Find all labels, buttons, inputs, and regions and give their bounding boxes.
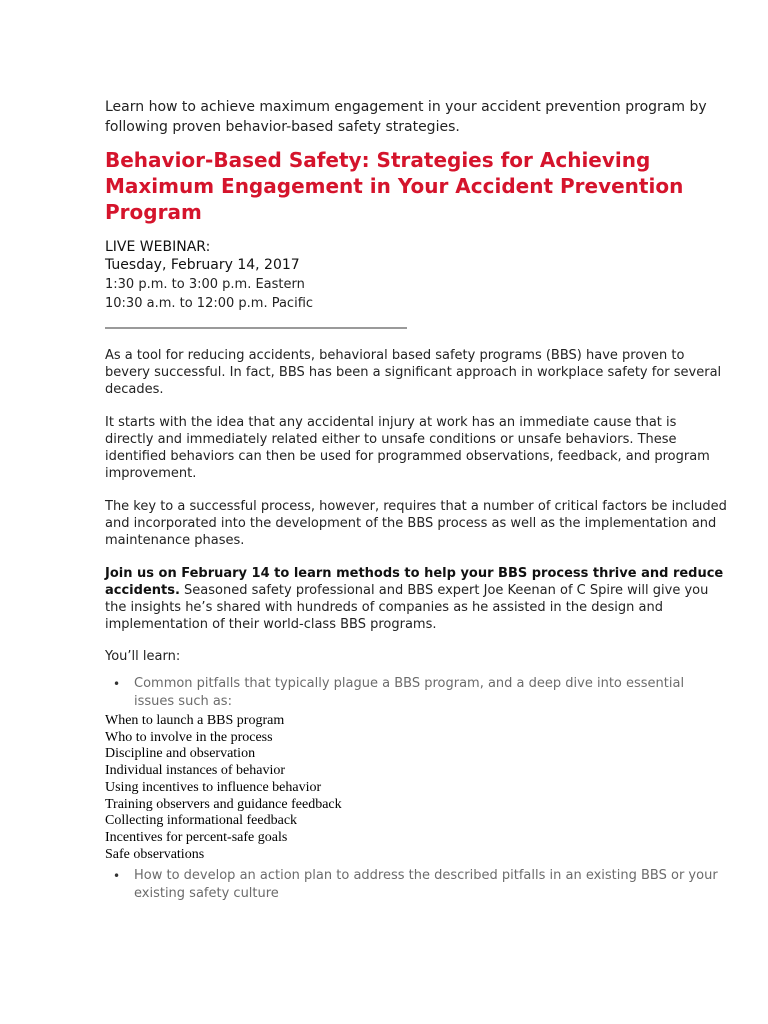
- paragraph-key-to-success: The key to a successful process, however, requires that a number of critical factors be included and incorporated into the development of the BBS process as well as the implementation and maintenance phases.: [105, 499, 727, 548]
- bullet-item-action-plan: [105, 867, 728, 903]
- webinar-info: [105, 239, 728, 313]
- webinar-label: LIVE WEBINAR:: [105, 239, 211, 255]
- bullet-item-pitfalls: [105, 675, 728, 711]
- sub-topic-list: [105, 713, 728, 863]
- list-item: Training observers and guidance feedback: [105, 796, 342, 812]
- bullet-dot-icon: •: [113, 869, 121, 884]
- paragraph-immediate-cause: It starts with the idea that any accidental injury at work has an immediate cause that is directly and immediately related either to unsafe conditions or unsafe behaviors. These identified behaviors can then be used for programmed observations, feedback, and program improvement.: [105, 415, 710, 481]
- paragraph-join-us: [105, 565, 728, 633]
- section-divider: [105, 327, 407, 329]
- join-lead: Join us on February 14 to learn methods to help your BBS process thrive and reduce accidents.: [105, 566, 724, 598]
- bullet-text: Common pitfalls that typically plague a BBS program, and a deep dive into essential issues such as:: [134, 676, 685, 709]
- list-item: Individual instances of behavior: [105, 763, 286, 779]
- list-item: Discipline and observation: [105, 746, 256, 762]
- webinar-time-eastern: 1:30 p.m. to 3:00 p.m. Eastern: [105, 277, 305, 292]
- bullet-dot-icon: •: [113, 677, 121, 691]
- webinar-date: Tuesday, February 14, 2017: [105, 257, 300, 273]
- list-item: Using incentives to influence behavior: [105, 779, 322, 795]
- page-title: Behavior-Based Safety: Strategies for Achieving Maximum Engagement in Your Accident Prevention Program: [105, 148, 684, 224]
- join-rest: Seasoned safety professional and BBS expert Joe Keenan of C Spire will give you the insights he’s shared with hundreds of companies as he assisted in the design and implementation of their world-class BBS programs.: [105, 583, 709, 632]
- learn-label: You’ll learn:: [105, 649, 181, 664]
- paragraph-bbs-intro: As a tool for reducing accidents, behavioral based safety programs (BBS) have proven to bevery successful. In fact, BBS has been a significant approach in workplace safety for several decades.: [105, 348, 722, 397]
- list-item: Incentives for percent-safe goals: [105, 829, 288, 845]
- intro-text: Learn how to achieve maximum engagement in your accident prevention program by following proven behavior-based safety strategies.: [105, 99, 707, 135]
- list-item: Safe observations: [105, 846, 205, 862]
- webinar-time-pacific: 10:30 a.m. to 12:00 p.m. Pacific: [105, 296, 314, 311]
- bullet-text: How to develop an action plan to address the described pitfalls in an existing BBS or your existing safety culture: [134, 868, 718, 902]
- list-item: Who to involve in the process: [105, 729, 273, 745]
- list-item: Collecting informational feedback: [105, 813, 298, 829]
- list-item: When to launch a BBS program: [105, 713, 285, 728]
